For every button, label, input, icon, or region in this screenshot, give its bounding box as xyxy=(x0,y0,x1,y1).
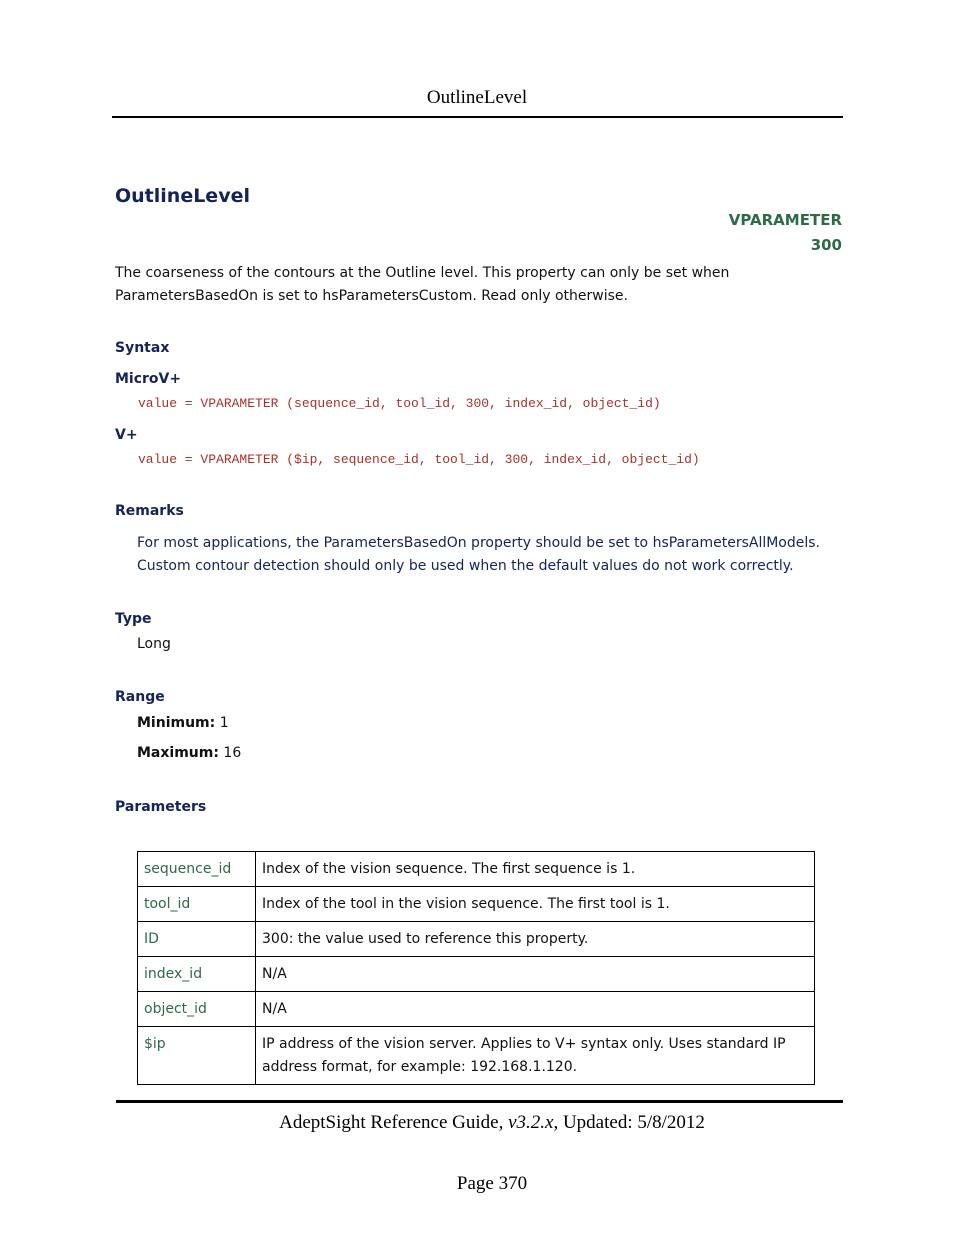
parameters-table xyxy=(137,851,815,1085)
description xyxy=(115,262,755,308)
footer-version: , v3.2.x xyxy=(498,1112,554,1133)
description-line: ParametersBasedOn is set to hsParametersCustom. Read only otherwise. xyxy=(115,288,628,304)
table-row xyxy=(138,957,815,992)
param-name: $ip xyxy=(138,1027,256,1085)
param-desc: N/A xyxy=(256,957,815,992)
remarks-line: For most applications, the ParametersBasedOn property should be set to hsParametersAllModels. xyxy=(137,535,821,551)
type-value: Long xyxy=(137,636,171,652)
param-desc: N/A xyxy=(256,992,815,1027)
running-header-title: OutlineLevel xyxy=(426,87,528,108)
minimum-label: Minimum: xyxy=(137,715,216,731)
vparameter-label: VPARAMETER xyxy=(728,211,842,229)
remarks-line: Custom contour detection should only be used when the default values do not work correctly. xyxy=(137,558,794,574)
range-heading: Range xyxy=(115,689,165,705)
param-desc: Index of the tool in the vision sequence. The first tool is 1. xyxy=(256,887,815,922)
syntax-heading: Syntax xyxy=(115,340,170,356)
table-row xyxy=(138,852,815,887)
param-desc xyxy=(256,1027,815,1085)
vplus-code: value = VPARAMETER ($ip, sequence_id, tool_id, 300, index_id, object_id) xyxy=(138,452,700,467)
param-desc-line: IP address of the vision server. Applies to V+ syntax only. Uses standard IP xyxy=(262,1036,786,1052)
remarks-heading: Remarks xyxy=(115,503,184,519)
vplus-label: V+ xyxy=(115,427,138,443)
vparameter-block xyxy=(729,208,842,258)
header-rule xyxy=(112,116,843,118)
footer-guide-title: AdeptSight Reference Guide xyxy=(279,1112,499,1133)
microv-code: value = VPARAMETER (sequence_id, tool_id, 300, index_id, object_id) xyxy=(138,396,661,411)
param-name: sequence_id xyxy=(138,852,256,887)
param-name: object_id xyxy=(138,992,256,1027)
param-desc: 300: the value used to reference this property. xyxy=(256,922,815,957)
range-minimum xyxy=(137,715,229,731)
description-line: The coarseness of the contours at the Outline level. This property can only be set when xyxy=(115,265,730,281)
footer-guide-line xyxy=(0,1112,954,1134)
range-maximum xyxy=(137,745,241,761)
minimum-value: 1 xyxy=(219,715,229,731)
param-name: index_id xyxy=(138,957,256,992)
table-row xyxy=(138,992,815,1027)
maximum-value: 16 xyxy=(223,745,242,761)
vparameter-number: 300 xyxy=(810,236,842,254)
footer-rule xyxy=(116,1100,843,1103)
param-name: ID xyxy=(138,922,256,957)
table-row xyxy=(138,1027,815,1085)
page-title: OutlineLevel xyxy=(115,185,250,207)
table-row xyxy=(138,887,815,922)
remarks-text xyxy=(137,532,837,578)
page-number: Page 370 xyxy=(456,1173,528,1194)
microv-label: MicroV+ xyxy=(115,371,182,387)
param-name: tool_id xyxy=(138,887,256,922)
type-heading: Type xyxy=(115,611,152,627)
footer-updated: , Updated: 5/8/2012 xyxy=(553,1112,705,1133)
param-desc: Index of the vision sequence. The first sequence is 1. xyxy=(256,852,815,887)
param-desc-line: address format, for example: 192.168.1.120. xyxy=(262,1059,578,1075)
maximum-label: Maximum: xyxy=(137,745,219,761)
parameters-heading: Parameters xyxy=(115,799,207,815)
table-row xyxy=(138,922,815,957)
